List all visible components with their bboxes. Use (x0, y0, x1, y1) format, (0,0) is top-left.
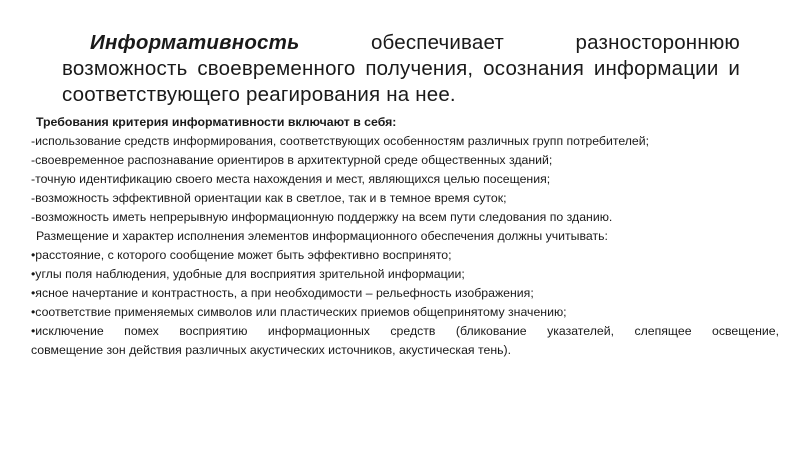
placement-item: •соответствие применяемых символов или пластических приемов общепринятому значению; (31, 305, 567, 319)
intro-term: Информативность (90, 31, 300, 54)
intro-text: обеспечивает разностороннюю возможность своевременного получения, осознания информации и соответствующего реагирования на нее. (62, 31, 740, 106)
placement-item: •углы поля наблюдения, удобные для восприятия зрительной информации; (31, 267, 465, 281)
criteria-item: -возможность эффективной ориентации как в светлое, так и в темное время суток; (31, 191, 507, 205)
placement-item-last-line2: совмещение зон действия различных акустических источников, акустическая тень). (31, 343, 512, 357)
placement-item-last-line1: •исключение помех восприятию информационных средств (бликование указателей, слепящее освещение, (31, 324, 779, 338)
placement-heading: Размещение и характер исполнения элементов информационного обеспечения должны учитывать: (36, 229, 608, 243)
criteria-item: -точную идентификацию своего места нахождения и мест, являющихся целью посещения; (31, 172, 551, 186)
placement-item: •ясное начертание и контрастность, а при необходимости – рельефность изображения; (31, 286, 534, 300)
criteria-item: -своевременное распознавание ориентиров в архитектурной среде общественных зданий; (31, 153, 553, 167)
criteria-item: -использование средств информирования, соответствующих особенностям различных групп потребителей; (31, 134, 650, 148)
placement-item: •расстояние, с которого сообщение может быть эффективно воспринято; (31, 248, 452, 262)
intro-paragraph (62, 30, 740, 108)
criteria-heading: Требования критерия информативности включают в себя: (36, 115, 397, 129)
criteria-item: -возможность иметь непрерывную информационную поддержку на всем пути следования по зданию. (31, 210, 613, 224)
requirements-text (31, 113, 779, 360)
